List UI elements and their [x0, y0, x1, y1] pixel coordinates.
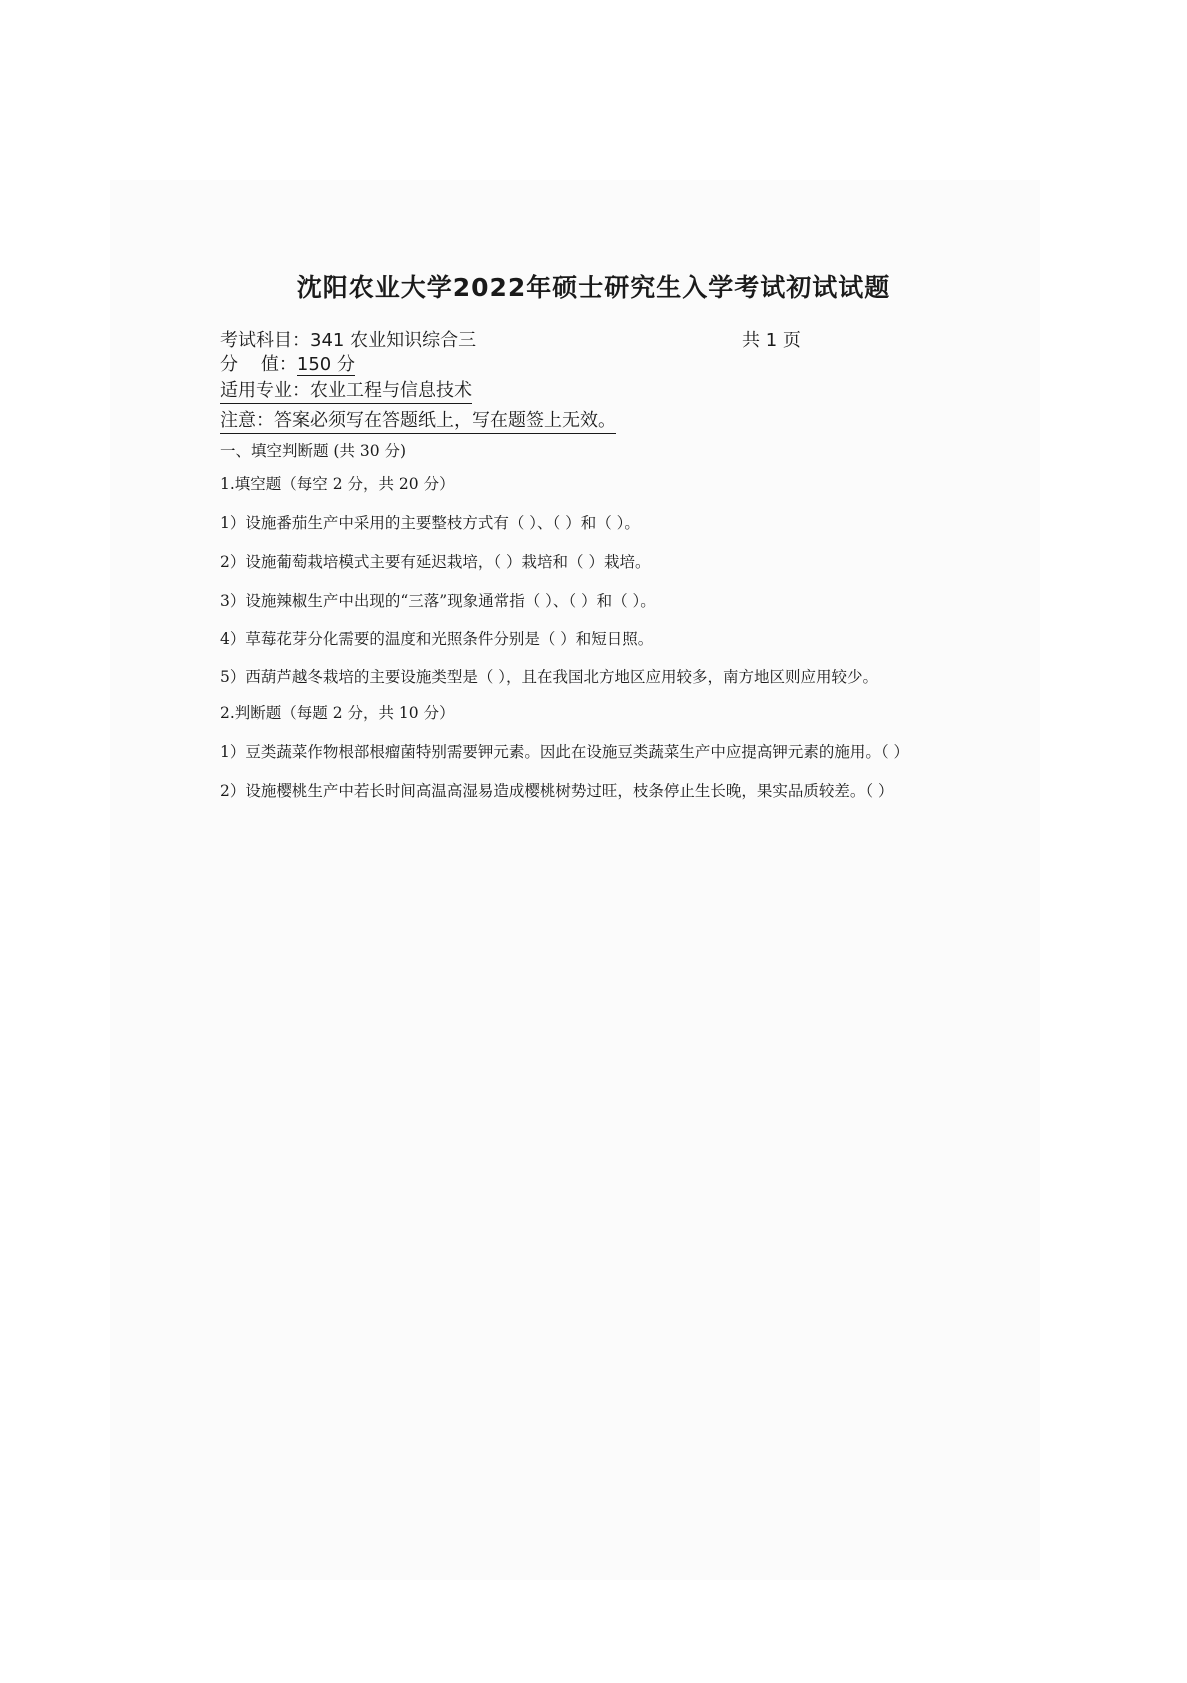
- subject-label: 考试科目：: [220, 330, 310, 351]
- section-heading: 一、填空判断题 (共 30 分): [220, 442, 407, 460]
- fill-question-2: 2）设施葡萄栽培模式主要有延迟栽培，（ ）栽培和（ ）栽培。: [220, 553, 651, 571]
- score-value: 150 分: [296, 354, 355, 375]
- fill-question-1: 1）设施番茄生产中采用的主要整枝方式有（ ）、（ ）和（ ）。: [220, 514, 640, 532]
- fill-heading: 1.填空题（每空 2 分，共 20 分）: [220, 475, 455, 493]
- major-label: 适用专业：: [220, 380, 310, 401]
- fill-question-5: 5）西葫芦越冬栽培的主要设施类型是（ ），且在我国北方地区应用较多，南方地区则应用较少。: [220, 668, 879, 686]
- fill-question-3: 3）设施辣椒生产中出现的“三落”现象通常指（ ）、（ ）和（ ）。: [220, 592, 656, 610]
- score-label: 分 值：: [220, 354, 297, 375]
- page-count: 共 1 页: [742, 330, 801, 351]
- notice-line: 注意：答案必须写在答题纸上，写在题签上无效。: [220, 410, 616, 434]
- judge-heading: 2.判断题（每题 2 分，共 10 分）: [220, 704, 455, 722]
- subject-line: [220, 330, 476, 352]
- judge-question-2: 2）设施樱桃生产中若长时间高温高湿易造成樱桃树势过旺，枝条停止生长晚，果实品质较差。（ ）: [220, 782, 894, 800]
- judge-question-1: 1）豆类蔬菜作物根部根瘤菌特别需要钾元素。因此在设施豆类蔬菜生产中应提高钾元素的施用。（ ）: [220, 743, 910, 761]
- exam-title: 沈阳农业大学2022年硕士研究生入学考试初试试题: [296, 273, 891, 302]
- major-line: [220, 380, 472, 404]
- score-line: [220, 354, 355, 376]
- fill-question-4: 4）草莓花芽分化需要的温度和光照条件分别是（ ）和短日照。: [220, 630, 654, 648]
- subject-value: 341 农业知识综合三: [310, 330, 477, 351]
- major-value: 农业工程与信息技术: [310, 380, 472, 401]
